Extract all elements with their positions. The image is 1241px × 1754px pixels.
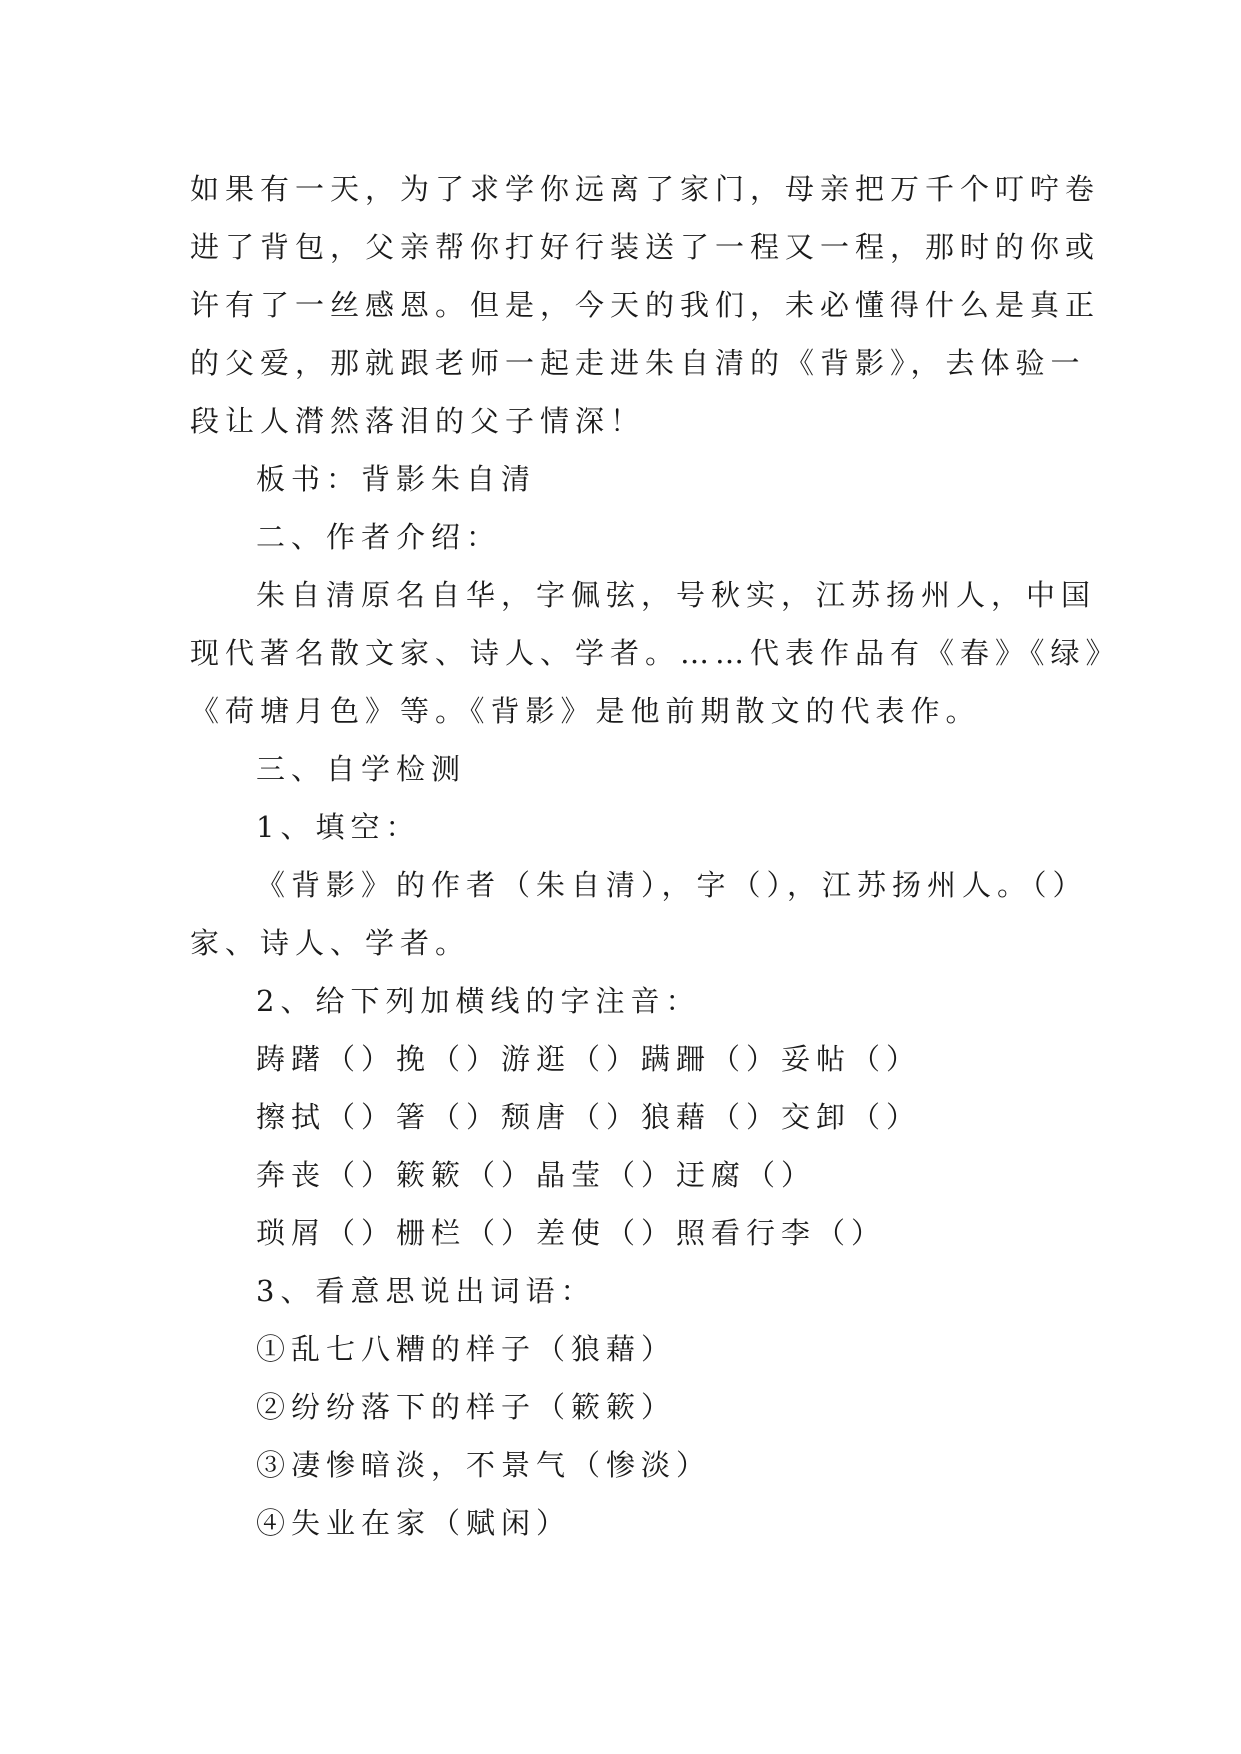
author-line: 《荷塘月色》等。《背影》是他前期散文的代表作。 bbox=[190, 694, 981, 728]
question-2-line: 琐屑（）栅栏（）差使（）照看行李（） bbox=[256, 1216, 887, 1250]
question-2-line: 擦拭（）箸（）颓唐（）狼藉（）交卸（） bbox=[256, 1100, 922, 1134]
question-1-line: 家、诗人、学者。 bbox=[190, 926, 471, 960]
intro-line: 许有了一丝感恩。但是，今天的我们，未必懂得什么是真正 bbox=[190, 288, 1101, 322]
question-2-line: 奔丧（）簌簌（）晶莹（）迂腐（） bbox=[256, 1158, 817, 1192]
board-title: 板书：背影朱自清 bbox=[256, 462, 537, 496]
intro-line: 段让人潸然落泪的父子情深！ bbox=[190, 404, 646, 438]
question-1-line: 《背影》的作者（朱自清），字（），江苏扬州人。（） bbox=[256, 868, 1088, 902]
question-2-heading: 2、给下列加横线的字注音： bbox=[256, 984, 701, 1018]
intro-line: 进了背包，父亲帮你打好行装送了一程又一程，那时的你或 bbox=[190, 230, 1101, 264]
question-3-item: ①乱七八糟的样子（狼藉） bbox=[256, 1332, 677, 1366]
author-line: 现代著名散文家、诗人、学者。……代表作品有《春》《绿》 bbox=[190, 636, 1121, 670]
question-1-heading: 1、填空： bbox=[256, 810, 421, 844]
author-line: 朱自清原名自华，字佩弦，号秋实，江苏扬州人，中国 bbox=[256, 578, 1097, 612]
question-2-line: 踌躇（）挽（）游逛（）蹒跚（）妥帖（） bbox=[256, 1042, 922, 1076]
intro-line: 如果有一天，为了求学你远离了家门，母亲把万千个叮咛卷 bbox=[190, 172, 1101, 206]
intro-line: 的父爱，那就跟老师一起走进朱自清的《背影》，去体验一 bbox=[190, 346, 1086, 380]
question-3-item: ②纷纷落下的样子（簌簌） bbox=[256, 1390, 677, 1424]
document-body bbox=[190, 160, 1121, 1552]
question-3-item: ③凄惨暗淡，不景气（惨淡） bbox=[256, 1448, 712, 1482]
section-heading-author: 二、作者介绍： bbox=[256, 520, 502, 554]
question-3-heading: 3、看意思说出词语： bbox=[256, 1274, 596, 1308]
question-3-item: ④失业在家（赋闲） bbox=[256, 1506, 572, 1540]
section-heading-selftest: 三、自学检测 bbox=[256, 752, 467, 786]
